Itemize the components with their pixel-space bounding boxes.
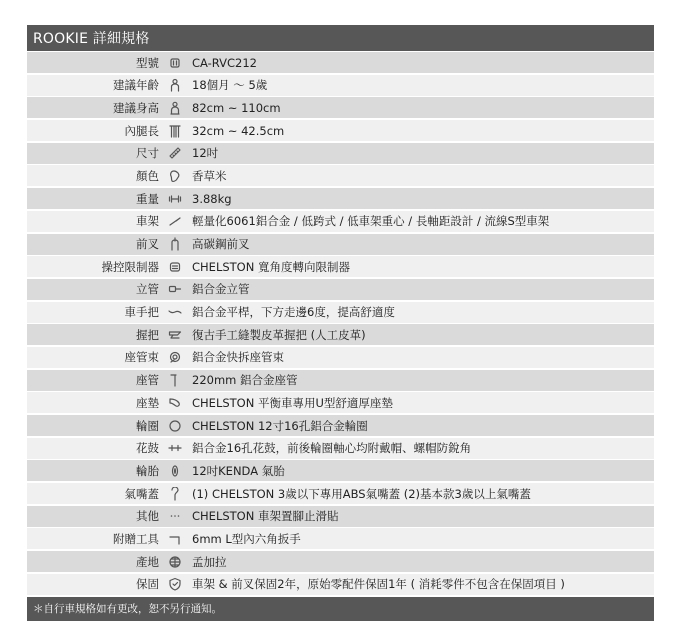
spec-value: 鋁合金16孔花鼓，前後輪圈軸心均附戴帽、螺帽防銳角 <box>192 441 472 456</box>
spec-value: 12吋KENDA 氣胎 <box>192 463 285 478</box>
footer-note: ＊自行車規格如有更改，恕不另行通知。 <box>27 597 654 621</box>
wrench-icon <box>163 528 187 549</box>
globe-icon <box>163 551 187 572</box>
spec-value: 復古手工縫製皮革握把 (人工皮革) <box>192 327 366 342</box>
spec-row <box>27 52 654 73</box>
hub-icon <box>163 438 187 459</box>
grip-icon <box>163 324 187 345</box>
spec-value: CA-RVC212 <box>192 55 258 70</box>
clamp-icon <box>163 347 187 368</box>
spec-row <box>27 97 654 118</box>
spec-value: 3.88kg <box>192 191 232 206</box>
spec-row <box>27 574 654 595</box>
spec-value: 82cm ~ 110cm <box>192 100 281 115</box>
spec-label: 尺寸 <box>136 146 159 161</box>
spec-label: 車手把 <box>124 305 159 320</box>
spec-label: 其他 <box>136 509 159 524</box>
spec-value: 輕量化6061鋁合金 / 低跨式 / 低車架重心 / 長軸距設計 / 流線S型車架 <box>192 214 550 229</box>
spec-row <box>27 302 654 323</box>
spec-label: 型號 <box>136 55 159 70</box>
person-icon <box>163 75 187 96</box>
spec-value: 220mm 鋁合金座管 <box>192 373 298 388</box>
spec-label: 附贈工具 <box>113 531 159 546</box>
dumbbell-icon <box>163 188 187 209</box>
spec-value: CHELSTON 寬角度轉向限制器 <box>192 259 350 274</box>
spec-label: 座管束 <box>124 350 159 365</box>
spec-row <box>27 347 654 368</box>
spec-row <box>27 211 654 232</box>
paint-icon <box>163 165 187 186</box>
handlebar-icon <box>163 302 187 323</box>
spec-row <box>27 370 654 391</box>
spec-row <box>27 188 654 209</box>
spec-value: 孟加拉 <box>192 554 227 569</box>
valve-icon <box>163 483 187 504</box>
spec-label: 操控限制器 <box>101 259 159 274</box>
spec-label: 顏色 <box>136 168 159 183</box>
spec-label: 產地 <box>136 554 159 569</box>
spec-row <box>27 256 654 277</box>
spec-value: 12吋 <box>192 146 219 161</box>
spec-row <box>27 324 654 345</box>
fork-icon <box>163 234 187 255</box>
spec-value: (1) CHELSTON 3歲以下專用ABS氣嘴蓋 (2)基本款3歲以上氣嘴蓋 <box>192 486 531 501</box>
stem-icon <box>163 279 187 300</box>
spec-title: ROOKIE 詳細規格 <box>27 25 654 51</box>
shield-icon <box>163 574 187 595</box>
spec-value: 車架 & 前叉保固2年，原始零配件保固1年 ( 消耗零件不包含在保固項目 ) <box>192 577 565 592</box>
spec-value: CHELSTON 車架置腳止滑貼 <box>192 509 339 524</box>
spec-sheet <box>27 25 654 621</box>
spec-row <box>27 551 654 572</box>
spec-label: 車架 <box>136 214 159 229</box>
seatpost-icon <box>163 370 187 391</box>
spec-label: 花鼓 <box>136 441 159 456</box>
spec-label: 握把 <box>136 327 159 342</box>
spec-label: 建議身高 <box>113 100 159 115</box>
spec-label: 座管 <box>136 373 159 388</box>
spec-value: 香草米 <box>192 168 227 183</box>
saddle-icon <box>163 392 187 413</box>
spec-row <box>27 460 654 481</box>
spec-row <box>27 528 654 549</box>
person-height-icon <box>163 97 187 118</box>
spec-rows <box>27 52 654 595</box>
spec-label: 氣嘴蓋 <box>124 486 159 501</box>
spec-value: 6mm L型內六角扳手 <box>192 531 301 546</box>
spec-value: 鋁合金快拆座管束 <box>192 350 284 365</box>
spec-row <box>27 506 654 527</box>
spec-value: 高碳鋼前叉 <box>192 237 250 251</box>
limiter-icon <box>163 256 187 277</box>
spec-value: 鋁合金平桿，下方走邊6度，提高舒適度 <box>192 305 395 320</box>
spec-row <box>27 234 654 255</box>
spec-label: 建議年齡 <box>113 78 159 93</box>
legs-icon <box>163 120 187 141</box>
spec-row <box>27 75 654 96</box>
more-icon <box>163 506 187 527</box>
ruler-icon <box>163 143 187 164</box>
spec-row <box>27 415 654 436</box>
spec-label: 保固 <box>136 577 159 592</box>
spec-value: 32cm ~ 42.5cm <box>192 123 285 138</box>
barcode-icon <box>163 52 187 73</box>
wheel-icon <box>163 415 187 436</box>
spec-label: 輪胎 <box>136 463 159 478</box>
spec-row <box>27 165 654 186</box>
tire-icon <box>163 460 187 481</box>
spec-row <box>27 392 654 413</box>
spec-label: 內腿長 <box>124 123 159 138</box>
spec-row <box>27 438 654 459</box>
spec-label: 重量 <box>136 191 159 206</box>
spec-value: 鋁合金立管 <box>192 282 250 297</box>
spec-row <box>27 143 654 164</box>
spec-label: 前叉 <box>136 237 159 251</box>
spec-row <box>27 483 654 504</box>
spec-value: CHELSTON 12寸16孔鋁合金輪圈 <box>192 418 368 433</box>
spec-label: 座墊 <box>136 395 159 410</box>
spec-row <box>27 120 654 141</box>
spec-label: 立管 <box>136 282 159 297</box>
spec-value: 18個月 ～ 5歲 <box>192 78 268 93</box>
frame-icon <box>163 211 187 232</box>
spec-value: CHELSTON 平衡車專用U型舒適厚座墊 <box>192 395 393 410</box>
spec-row <box>27 279 654 300</box>
spec-label: 輪圈 <box>136 418 159 433</box>
